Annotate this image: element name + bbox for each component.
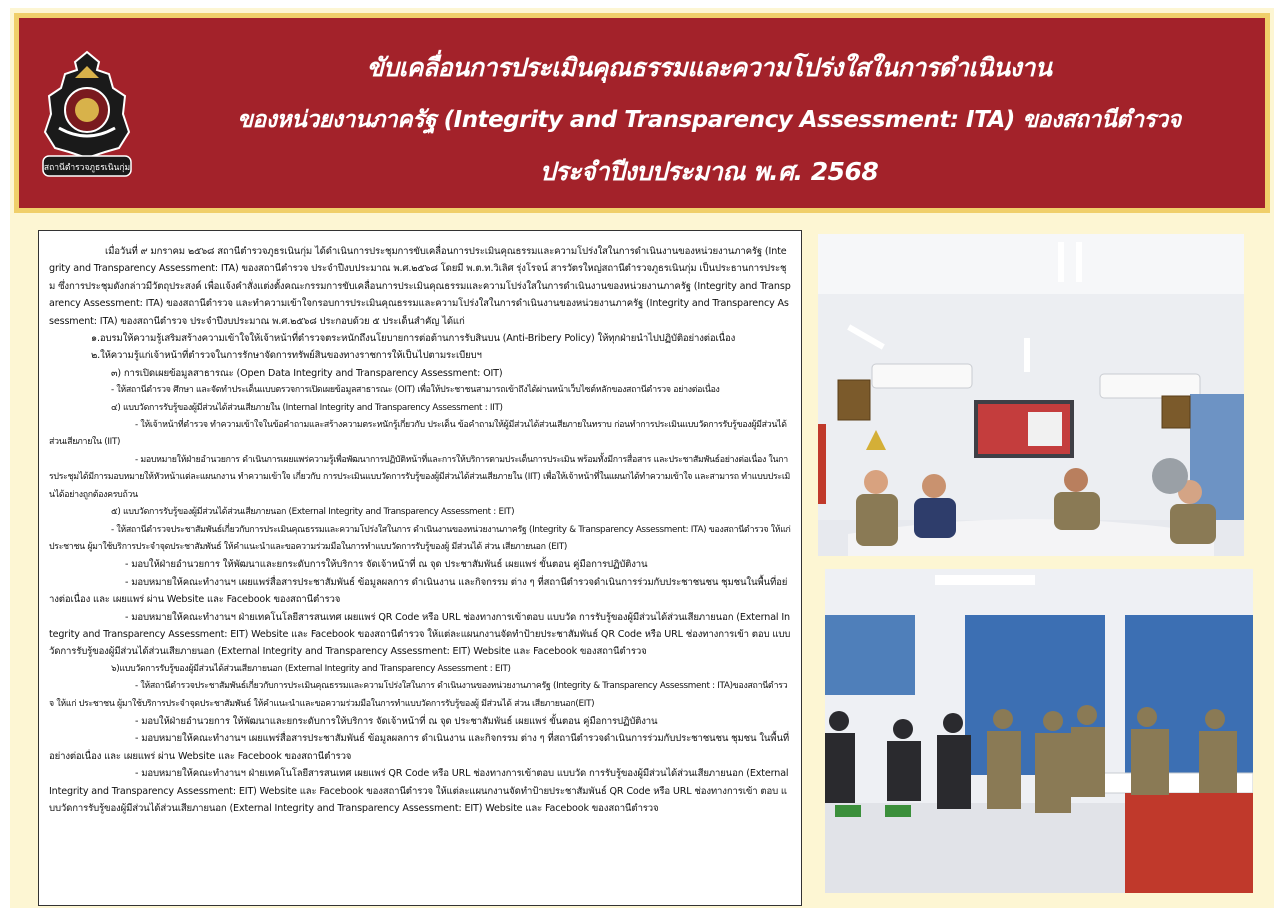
body-paragraph: ๕) แบบวัดการรับรู้ของผู้มีส่วนได้ส่วนเสียภายนอก (External Integrity and Transparency Assessment : EIT) [111,507,515,518]
meeting-photo-top [818,234,1244,556]
poster-sheet [10,8,1274,908]
body-paragraph: - มอบให้ฝ่ายอำนวยการ ให้พัฒนาและยกระดับการให้บริการ จัดเจ้าหน้าที่ ณ จุด ประชาสัมพันธ์ เผยแพร่ ขั้นตอน คู่มือการปฏิบัติงาน [135,715,658,727]
title-banner [14,13,1270,213]
title-line-1: ขับเคลื่อนการประเมินคุณธรรมและความโปร่งใสในการดำเนินงาน [366,53,1052,82]
attendees-illustration [825,569,1253,893]
body-paragraph: - มอบหมายให้คณะทำงานฯ ฝ่ายเทคโนโลยีสารสนเทศ เผยแพร่ QR Code หรือ URL ช่องทางการเข้าตอบ แบบวัด การรับรู้ของผู้มีส่วนได้ส่วนเสียภายนอก (External Integrity and Transparency Assessment: EIT) Website และ Facebook ของสถานีตำรวจ ให้แต่ละแผนกงานจัดทำป้ายประชาสัมพันธ์ QR Code หรือ URL ช่องทางการเข้า ตอบ แบบวัดการรับรู้ของผู้มีส่วนได้ส่วนเสียภายนอก (External Integrity and Transparency Assessment: EIT) Website และ Facebook ของสถานีตำรวจ [49,611,791,658]
emblem-label: สถานีตำรวจภูธรเนินกุ่ม [43,163,131,173]
body-paragraph: ๔) แบบวัดการรับรู้ของผู้มีส่วนได้ส่วนเสียภายใน (Internal Integrity and Transparency Assessment : IIT) [111,402,503,413]
body-paragraph: - ให้สถานีตำรวจ ศึกษา และจัดทำประเด็นแบบตรวจการเปิดเผยข้อมูลสาธารณะ (OIT) เพื่อให้ประชาชนสามารถเข้าถึงได้ผ่านหน้าเว็บไซต์หลักของสถานีตำรวจ อย่างต่อเนื่อง [111,385,720,396]
body-paragraph: - ให้เจ้าหน้าที่ตำรวจ ทำความเข้าใจในข้อคำถามและสร้างความตระหนักรู้เกี่ยวกับ ประเด็น ข้อคำถามให้ผู้มีส่วนได้ส่วนเสียภายในทราบ ก่อนทำการประเมินแบบวัดการรับรู้ของผู้มีส่วนได้ส่วนเสียภายใน (IIT) [49,420,787,448]
meeting-photo-bottom [825,569,1253,893]
body-paragraph: - มอบหมายให้คณะทำงานฯ ฝ่ายเทคโนโลยีสารสนเทศ เผยแพร่ QR Code หรือ URL ช่องทางการเข้าตอบ แบบวัด การรับรู้ของผู้มีส่วนได้ส่วนเสียภายนอก (External Integrity and Transparency Assessment: EIT) Website และ Facebook ของสถานีตำรวจ ให้แต่ละแผนกงานจัดทำป้ายประชาสัมพันธ์ QR Code หรือ URL ช่องทางการเข้า ตอบ แบบวัดการรับรู้ของผู้มีส่วนได้ส่วนเสียภายนอก (External Integrity and Transparency Assessment: EIT) Website และ Facebook ของสถานีตำรวจ [49,768,789,814]
title-line-3: ประจำปีงบประมาณ พ.ศ. 2568 [539,157,879,186]
title-line-2: ของหน่วยงานภาครัฐ (Integrity and Transparency Assessment: ITA) ของสถานีตำรวจ [237,107,1181,133]
body-paragraph: ๓) การเปิดเผยข้อมูลสาธารณะ (Open Data Integrity and Transparency Assessment: OIT) [111,367,503,379]
body-paragraph: - มอบหมายให้ฝ่ายอำนวยการ ดำเนินการเผยแพร่ความรู้เพื่อพัฒนาการปฏิบัติหน้าที่และการให้บริการตามประเด็นการประเมิน พร้อมทั้งมีการสื่อสาร และประชาสัมพันธ์อย่างต่อเนื่อง ในการประชุมได้มีการมอบหมายให้หัวหน้าแต่ละแผนกงาน ทำความเข้าใจ เกี่ยวกับ การประเมินแบบวัดการรับรู้ของผู้มีส่วนได้ส่วนเสียภายใน (IIT) เพื่อให้เจ้าหน้าที่ในแผนกได้ทำความเข้าใจ และสามารถ ทำแบบประเมินได้อย่างถูกต้องครบถ้วน [49,454,791,500]
body-paragraph: ๑.อบรมให้ความรู้เสริมสร้างความเข้าใจให้เจ้าหน้าที่ตำรวจตระหนักถึงนโยบายการต่อต้านการรับสินบน (Anti-Bribery Policy) ให้ทุกฝ่ายนำไปปฏิบัติอย่างต่อเนื่อง [91,333,736,345]
body-paragraph: - มอบหมายให้คณะทำงานฯ เผยแพร่สื่อสารประชาสัมพันธ์ ข้อมูลผลการ ดำเนินงาน และกิจกรรม ต่าง ๆ ที่สถานีตำรวจดำเนินการร่วมกับประชาชนชน ชุมชน ในพื้นที่อย่างต่อเนื่อง และ เผยแพร่ ผ่าน Website และ Facebook ของสถานีตำรวจ [49,733,790,762]
body-paragraph: ๖)แบบวัดการรับรู้ของผู้มีส่วนได้ส่วนเสียภายนอก (External Integrity and Transparency Assessment : EIT) [111,663,511,674]
body-paragraph: ๒.ให้ความรู้แก่เจ้าหน้าที่ตำรวจในการรักษาจัดการทรัพย์สินของทางราชการให้เป็นไปตามระเบียบฯ [91,350,482,362]
report-text-box [38,230,802,906]
body-paragraph: - มอบหมายให้คณะทำงานฯ เผยแพร่สื่อสารประชาสัมพันธ์ ข้อมูลผลการ ดำเนินงาน และกิจกรรม ต่าง ๆ ที่สถานีตำรวจดำเนินการร่วมกับประชาชนชน ชุมชนในพื้นที่อย่างต่อเนื่อง และ เผยแพร่ ผ่าน Website และ Facebook ของสถานีตำรวจ [49,576,788,606]
body-paragraph: - ให้สถานีตำรวจประชาสัมพันธ์เกี่ยวกับการประเมินคุณธรรมและความโปร่งใสในการ ดำเนินงานของหน่วยงานภาครัฐ (Integrity & Transparency Assessment: ITA) ของสถานีตำรวจ ให้แก่ประชาชน ผู้มาใช้บริการประจำจุดประชาสัมพันธ์ ให้คำแนะนำและขอความร่วมมือในการทำแบบวัดการรับรู้ของผู้ มีส่วนได้ ส่วน เสียภายนอก (EIT) [49,524,791,552]
meeting-room-illustration [818,234,1244,556]
page-title [169,42,1249,198]
body-paragraph: - ให้สถานีตำรวจประชาสัมพันธ์เกี่ยวกับการประเมินคุณธรรมและความโปร่งใสในการ ดำเนินงานของหน่วยงานภาครัฐ (Integrity & Transparency Assessment : ITA)ของสถานีตำรวจ ให้แก่ ประชาชน ผู้มาใช้บริการประจำจุดประชาสัมพันธ์ ให้คำแนะนำและขอความร่วมมือในการทำแบบวัดการรับรู้ของผู้ มีส่วนได้ ส่วน เสียภายนอก(EIT) [49,681,788,709]
body-paragraph: - มอบให้ฝ่ายอำนวยการ ให้พัฒนาและยกระดับการให้บริการ จัดเจ้าหน้าที่ ณ จุด ประชาสัมพันธ์ เผยแพร่ ขั้นตอน คู่มือการปฏิบัติงาน [125,559,648,571]
police-emblem-icon [39,48,135,183]
body-paragraph: เมื่อวันที่ ๙ มกราคม ๒๕๖๘ สถานีตำรวจภูธรเนินกุ่ม ได้ดำเนินการประชุมการขับเคลื่อนการประเมินคุณธรรมและความโปร่งใสในการดำเนินงานของหน่วยงานภาครัฐ (Integrity and Transparency Assessment: ITA) ของสถานีตำรวจ ประจำปีงบประมาณ พ.ศ.๒๕๖๘ โดยมี พ.ต.ท.วิเลิศ รุ่งโรจน์ สารวัตรใหญ่สถานีตำรวจภูธรเนินกุ่ม เป็นประธานการประชุม ซึ่งการประชุมดังกล่าวมีวัตถุประสงค์ เพื่อแจ้งคำสั่งแต่งตั้งคณะกรรมการขับเคลื่อนการประเมินคุณธรรมและความโปร่งใสในการดำเนินงานของหน่วยงานภาครัฐ (Integrity and Transparency Assessment: ITA) ของสถานีตำรวจ และทำความเข้าใจกรอบการประเมินคุณธรรมและความโปร่งใสในการดำเนินงานของหน่วยงานภาครัฐ (Integrity and Transparency Assessment: ITA) ของสถานีตำรวจ ประจำปีงบประมาณ พ.ศ.๒๕๖๘ ประกอบด้วย ๕ ประเด็นสำคัญ ได้แก่ [49,246,791,327]
